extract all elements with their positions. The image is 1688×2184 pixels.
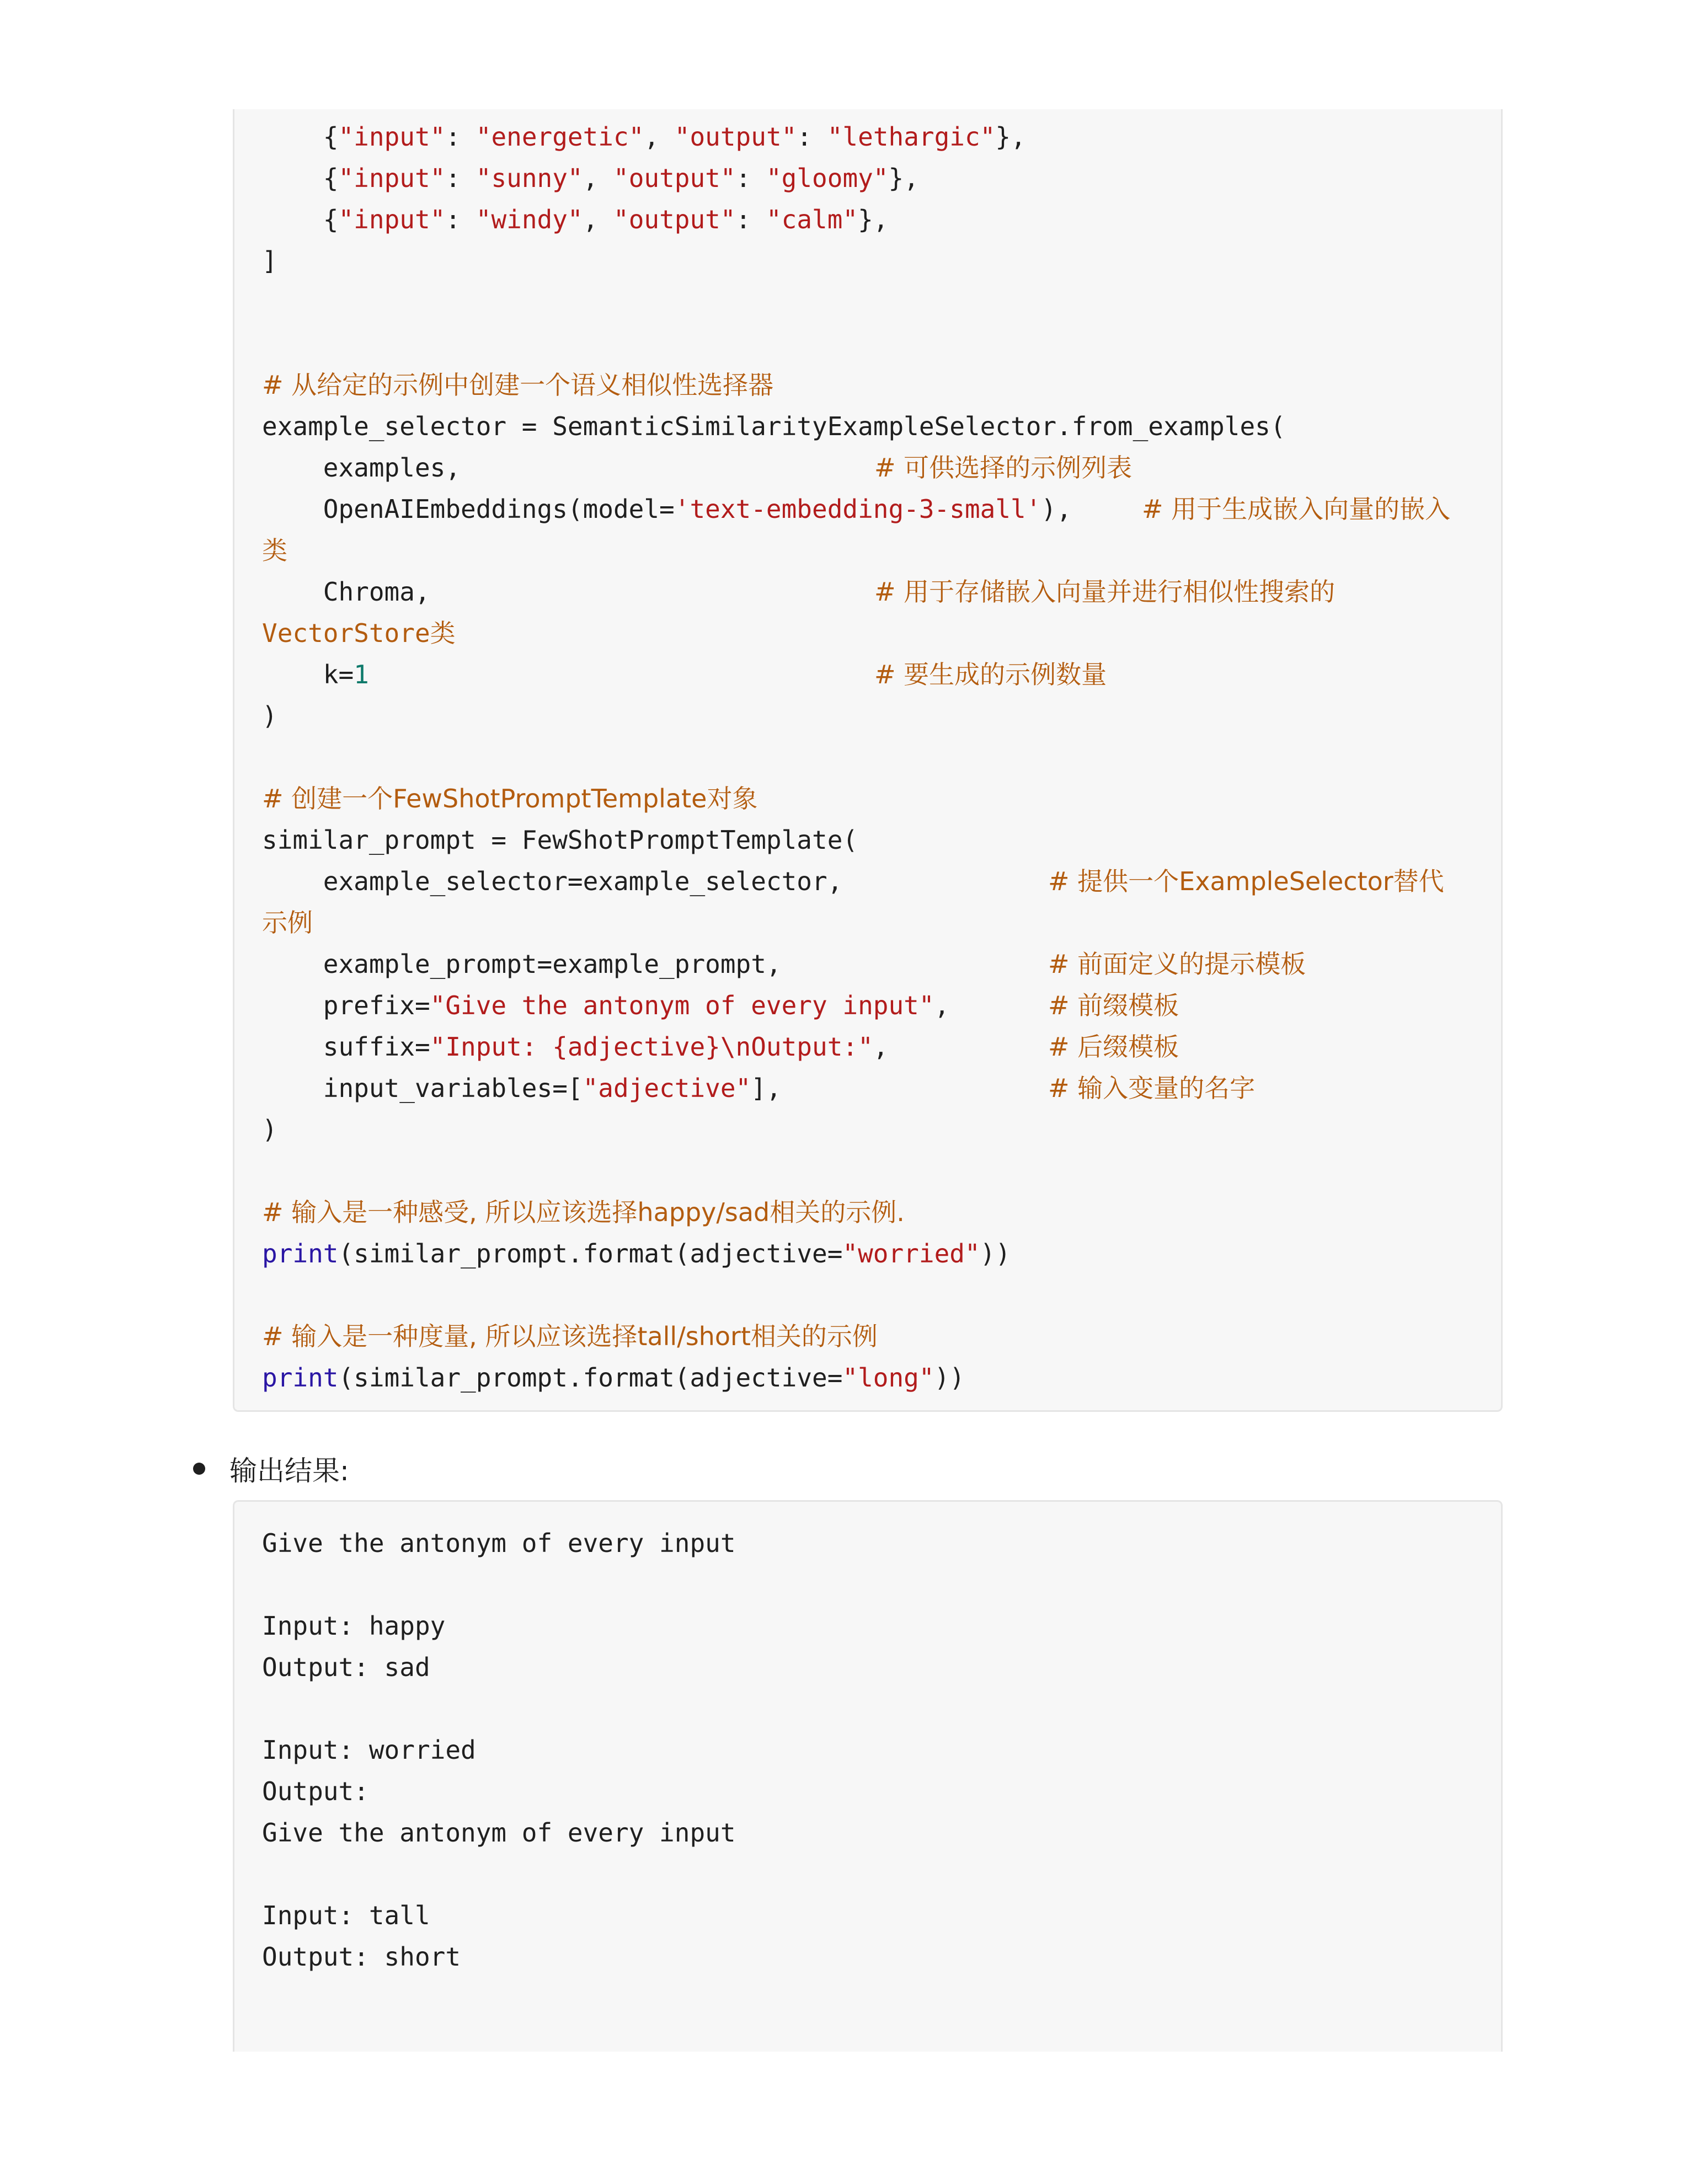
output-line: Output: sad — [262, 1652, 430, 1682]
bullet-item-output-result — [193, 1449, 349, 1488]
code-comment: # 输入是一种度量, 所以应该选择tall/short相关的示例 — [262, 1321, 878, 1351]
code-comment: # 可供选择的示例列表 — [874, 453, 1133, 483]
output-line: Input: worried — [262, 1735, 476, 1765]
code-comment: # 输入是一种感受, 所以应该选择happy/sad相关的示例. — [262, 1197, 905, 1227]
code-comment: # 用于生成嵌入向量的嵌入 — [1142, 494, 1451, 524]
code-line: example_selector = SemanticSimilarityExampleSelector.from_examples( — [262, 411, 1286, 441]
code-comment: # 用于存储嵌入向量并进行相似性搜索的 — [874, 577, 1336, 607]
code-line: prefix="Give the antonym of every input", — [262, 991, 950, 1020]
code-comment: # 要生成的示例数量 — [874, 660, 1107, 689]
output-line: Input: happy — [262, 1611, 446, 1641]
code-line: Chroma, — [262, 577, 430, 607]
code-line: input_variables=["adjective"], — [262, 1073, 782, 1103]
code-line: similar_prompt = FewShotPromptTemplate( — [262, 825, 858, 855]
code-comment: # 从给定的示例中创建一个语义相似性选择器 — [262, 370, 774, 400]
code-line: ] — [262, 246, 277, 276]
output-line: Input: tall — [262, 1901, 430, 1930]
code-comment: # 后缀模板 — [1048, 1032, 1179, 1062]
code-line: print(similar_prompt.format(adjective="worried")) — [262, 1239, 1011, 1268]
bullet-dot-icon — [193, 1463, 205, 1475]
code-line: {"input": "energetic", "output": "lethargic"}, — [323, 122, 1026, 152]
code-comment-wrap: VectorStore类 — [262, 618, 456, 648]
code-line: {"input": "windy", "output": "calm"}, — [323, 205, 889, 234]
code-line: example_prompt=example_prompt, — [262, 949, 782, 979]
code-comment: # 创建一个FewShotPromptTemplate对象 — [262, 784, 758, 813]
code-line: ) — [262, 701, 277, 731]
output-line: Give the antonym of every input — [262, 1818, 736, 1848]
code-line: ) — [262, 1115, 277, 1144]
code-comment: # 输入变量的名字 — [1048, 1073, 1256, 1103]
code-comment: # 提供一个ExampleSelector替代 — [1048, 866, 1444, 896]
code-line: {"input": "sunny", "output": "gloomy"}, — [323, 163, 919, 193]
code-line: examples, — [262, 453, 461, 483]
code-block-output — [233, 1500, 1503, 2052]
output-line: Output: — [262, 1776, 369, 1806]
code-line: OpenAIEmbeddings(model='text-embedding-3-small'), — [262, 494, 1072, 524]
code-comment: # 前缀模板 — [1048, 991, 1179, 1020]
code-line: example_selector=example_selector, — [262, 866, 843, 896]
code-comment-wrap: 示例 — [262, 908, 313, 938]
code-block-python — [233, 109, 1503, 1412]
code-line: k=1 — [262, 660, 369, 689]
code-line: suffix="Input: {adjective}\nOutput:", — [262, 1032, 889, 1062]
code-comment-wrap: 类 — [262, 536, 287, 565]
code-line: print(similar_prompt.format(adjective="long")) — [262, 1363, 965, 1393]
bullet-label: 输出结果: — [229, 1455, 349, 1487]
output-line: Give the antonym of every input — [262, 1528, 736, 1558]
output-line: Output: short — [262, 1942, 461, 1972]
code-comment: # 前面定义的提示模板 — [1048, 949, 1306, 979]
